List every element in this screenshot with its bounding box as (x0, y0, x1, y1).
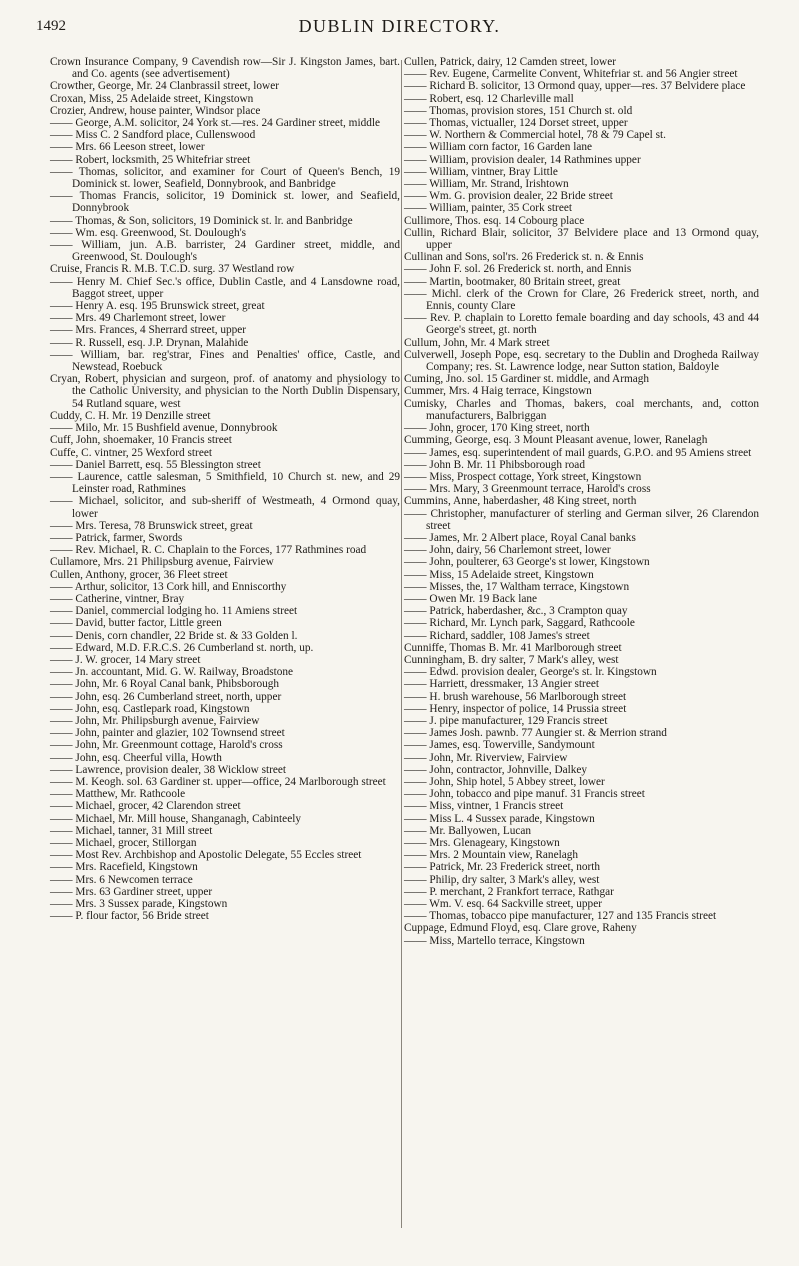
directory-entry: —— Mrs. Teresa, 78 Brunswick street, great (50, 519, 253, 532)
directory-entry: —— Michael, grocer, Stillorgan (50, 837, 197, 849)
directory-entry: —— James, esq. superintendent of mail guards, G.P.O. and 95 Amiens street (404, 446, 752, 459)
directory-entry: —— Daniel, commercial lodging ho. 11 Amiens street (50, 605, 298, 618)
directory-entry: —— Patrick, farmer, Swords (50, 531, 183, 544)
directory-entry: —— Martin, bootmaker, 80 Britain street, great (404, 275, 621, 288)
directory-entry: —— Mrs. Racefield, Kingstown (50, 861, 198, 874)
directory-entry: —— P. flour factor, 56 Bride street (50, 910, 209, 923)
directory-entry: Cullum, John, Mr. 4 Mark street (404, 336, 550, 349)
directory-entry: Cuppage, Edmund Floyd, esq. Clare grove, Raheny (404, 922, 637, 935)
directory-entry: —— John B. Mr. 11 Phibsborough road (404, 458, 585, 471)
directory-entry: Cuff, John, shoemaker, 10 Francis street (50, 434, 232, 447)
directory-entry: Culverwell, Joseph Pope, esq. secretary to the Dublin and Drogheda Railway Company; res. St. Lawrence lodge, near Sutton station, Baldoyle (404, 348, 759, 374)
directory-entry: —— Mrs. 63 Gardiner street, upper (50, 885, 213, 898)
directory-entry: Cuddy, C. H. Mr. 19 Denzille street (50, 409, 211, 422)
directory-entry: —— John, Mr. Philipsburgh avenue, Fairview (50, 714, 260, 727)
directory-entry: —— John, grocer, 170 King street, north (404, 422, 590, 435)
directory-entry: —— Arthur, solicitor, 13 Cork hill, and Enniscorthy (50, 580, 287, 593)
directory-entry: —— Rev. P. chaplain to Loretto female boarding and day schools, 43 and 44 George's street, gt. north (404, 312, 759, 337)
directory-entry: —— Christopher, manufacturer of sterling and German silver, 26 Clarendon street (404, 507, 759, 532)
directory-entry: Cryan, Robert, physician and surgeon, prof. of anatomy and physiology to the Catholic University, and physician to the North Dublin Dispensary, 54 Rutland square, west (50, 373, 400, 410)
directory-entry: —— Harriett, dressmaker, 13 Angier street (404, 678, 599, 691)
directory-entry: —— Michael, Mr. Mill house, Shanganagh, Cabinteely (50, 812, 302, 825)
directory-entry: —— John, esq. Castlepark road, Kingstown (50, 702, 250, 715)
directory-entry: Cummins, Anne, haberdasher, 48 King street, north (404, 495, 637, 508)
directory-entry: —— John F. sol. 26 Frederick st. north, and Ennis (404, 263, 632, 276)
directory-entry: —— H. brush warehouse, 56 Marlborough street (404, 690, 627, 703)
directory-entry: —— George, A.M. solicitor, 24 York st.—res. 24 Gardiner street, middle (50, 117, 381, 130)
page-header (0, 0, 799, 44)
directory-entry: —— Rev. Eugene, Carmelite Convent, Whitefriar st. and 56 Angier street (404, 68, 738, 81)
directory-entry: —— Thomas, & Son, solicitors, 19 Dominick st. lr. and Banbridge (50, 214, 353, 227)
directory-entry: —— Richard, Mr. Lynch park, Saggard, Rathcoole (404, 617, 635, 630)
directory-entry: —— Miss, Martello terrace, Kingstown (404, 934, 585, 947)
directory-entry: —— Thomas, provision stores, 151 Church st. old (404, 104, 633, 117)
directory-entry: —— William, vintner, Bray Little (404, 165, 558, 178)
directory-entry: —— James, Mr. 2 Albert place, Royal Canal banks (404, 531, 636, 544)
directory-entry: —— Patrick, haberdasher, &c., 3 Crampton quay (404, 605, 628, 618)
directory-entry: —— Milo, Mr. 15 Bushfield avenue, Donnybrook (50, 422, 278, 435)
directory-entry: Crozier, Andrew, house painter, Windsor place (50, 104, 261, 117)
directory-entry: —— John, Mr. Greenmount cottage, Harold's cross (50, 739, 283, 752)
directory-entry: —— Michl. clerk of the Crown for Clare, 26 Frederick street, north, and Ennis, county Clare (404, 287, 759, 313)
page-title: DUBLIN DIRECTORY. (298, 16, 501, 36)
directory-entry: —— William corn factor, 16 Garden lane (404, 141, 593, 154)
directory-entry: Crown Insurance Company, 9 Cavendish row—Sir J. Kingston James, bart. and Co. agents (see advertisement) (50, 56, 400, 81)
directory-entry: —— Miss L. 4 Sussex parade, Kingstown (404, 812, 595, 825)
directory-entry: —— John, tobacco and pipe manuf. 31 Francis street (404, 788, 645, 801)
directory-entry: —— P. merchant, 2 Frankfort terrace, Rathgar (404, 885, 614, 898)
directory-entry: Cullin, Richard Blair, solicitor, 37 Belvidere place and 13 Ormond quay, upper (404, 226, 759, 252)
directory-entry: —— William, bar. reg'strar, Fines and Penalties' office, Castle, and Newstead, Roebuck (50, 348, 400, 374)
directory-entry: —— Mrs. 49 Charlemont street, lower (50, 312, 226, 325)
directory-entry: —— Denis, corn chandler, 22 Bride st. & 33 Golden l. (50, 629, 298, 642)
directory-entry: —— Michael, tanner, 31 Mill street (50, 824, 213, 837)
directory-entry: —— Mrs. Mary, 3 Greenmount terrace, Harold's cross (404, 483, 651, 496)
directory-entry: Cullimore, Thos. esq. 14 Cobourg place (404, 214, 585, 227)
directory-entry: Cullen, Patrick, dairy, 12 Camden street, lower (404, 56, 616, 68)
directory-entry: —— M. Keogh. sol. 63 Gardiner st. upper—office, 24 Marlborough street (50, 775, 386, 788)
directory-entry: —— Wm. G. provision dealer, 22 Bride street (404, 190, 613, 203)
directory-entry: —— Mr. Ballyowen, Lucan (404, 824, 532, 837)
directory-entry: —— Michael, solicitor, and sub-sheriff of Westmeath, 4 Ormond quay, lower (50, 495, 400, 520)
directory-entry: —— Daniel Barrett, esq. 55 Blessington street (50, 458, 261, 471)
directory-entry: Cullamore, Mrs. 21 Philipsburg avenue, Fairview (50, 556, 274, 569)
directory-entry: —— Philip, dry salter, 3 Mark's alley, west (404, 873, 600, 886)
directory-entry: —— William, Mr. Strand, Irishtown (404, 178, 569, 191)
directory-entry: —— Edward, M.D. F.R.C.S. 26 Cumberland st. north, up. (50, 641, 314, 654)
directory-entry: Cumming, George, esq. 3 Mount Pleasant avenue, lower, Ranelagh (404, 434, 708, 447)
directory-entry: —— Miss, Prospect cottage, York street, Kingstown (404, 470, 642, 483)
directory-entry: —— Robert, locksmith, 25 Whitefriar street (50, 153, 251, 166)
directory-entry: —— J. pipe manufacturer, 129 Francis street (404, 714, 608, 727)
directory-entry: —— Patrick, Mr. 23 Frederick street, north (404, 861, 601, 874)
directory-entry: —— John, esq. 26 Cumberland street, north, upper (50, 690, 282, 703)
directory-entry: Croxan, Miss, 25 Adelaide street, Kingstown (50, 92, 254, 105)
directory-entry: Cunniffe, Thomas B. Mr. 41 Marlborough street (404, 641, 622, 654)
directory-entry: —— John, poulterer, 63 George's st lower, Kingstown (404, 556, 650, 569)
directory-entry: —— Mrs. 2 Mountain view, Ranelagh (404, 849, 579, 862)
directory-entry: —— John, dairy, 56 Charlemont street, lower (404, 544, 611, 557)
directory-entry: —— Thomas, tobacco pipe manufacturer, 127 and 135 Francis street (404, 910, 717, 923)
directory-entry: —— Mrs. 66 Leeson street, lower (50, 141, 205, 154)
directory-entry: —— J. W. grocer, 14 Mary street (50, 653, 201, 666)
directory-entry: —— James, esq. Towerville, Sandymount (404, 739, 595, 752)
directory-entry: —— Mrs. Glenageary, Kingstown (404, 837, 560, 849)
directory-entry: —— William, jun. A.B. barrister, 24 Gardiner street, middle, and Greenwood, St. Doulough's (50, 239, 400, 264)
directory-entry: —— Thomas, solicitor, and examiner for Court of Queen's Bench, 19 Dominick st. lower, Seafield, Donnybrook, and Banbridge (50, 165, 400, 191)
directory-entry: —— Jn. accountant, Mid. G. W. Railway, Broadstone (50, 666, 294, 679)
directory-entry: Cummer, Mrs. 4 Haig terrace, Kingstown (404, 385, 592, 398)
directory-entry: —— David, butter factor, Little green (50, 617, 222, 630)
directory-entry: —— Miss C. 2 Sandford place, Cullenswood (50, 129, 256, 142)
directory-entry: —— William, provision dealer, 14 Rathmines upper (404, 153, 641, 166)
directory-entry: —— Miss, vintner, 1 Francis street (404, 800, 564, 813)
directory-entry: —— Mrs. 6 Newcomen terrace (50, 873, 193, 886)
directory-entry: —— Owen Mr. 19 Back lane (404, 592, 538, 605)
directory-entry: Cullen, Anthony, grocer, 36 Fleet street (50, 568, 228, 581)
right-column (404, 56, 759, 947)
directory-entry: —— Edwd. provision dealer, George's st. lr. Kingstown (404, 666, 657, 679)
directory-entry: —— Rev. Michael, R. C. Chaplain to the Forces, 177 Rathmines road (50, 544, 367, 557)
directory-entry: —— James Josh. pawnb. 77 Aungier st. & Merrion strand (404, 727, 667, 740)
directory-entry: —— Robert, esq. 12 Charleville mall (404, 92, 574, 105)
directory-entry: —— William, painter, 35 Cork street (404, 202, 572, 215)
directory-entry: —— Henry M. Chief Sec.'s office, Dublin Castle, and 4 Lansdowne road, Baggot street, upper (50, 275, 400, 300)
directory-entry: Cumisky, Charles and Thomas, bakers, coal merchants, and, cotton manufacturers, Balbriggan (404, 397, 759, 422)
page-number: 1492 (36, 18, 66, 34)
directory-entry: —— John, Ship hotel, 5 Abbey street, lower (404, 775, 605, 788)
directory-entry: —— John, Mr. 6 Royal Canal bank, Phibsborough (50, 678, 280, 691)
directory-entry: —— John, esq. Cheerful villa, Howth (50, 751, 222, 764)
column-divider (401, 60, 402, 1228)
directory-entry: —— R. Russell, esq. J.P. Drynan, Malahide (50, 336, 249, 349)
directory-entry: —— John, painter and glazier, 102 Townsend street (50, 727, 285, 740)
directory-entry: Cruise, Francis R. M.B. T.C.D. surg. 37 Westland row (50, 263, 295, 276)
directory-entry: —— Most Rev. Archbishop and Apostolic Delegate, 55 Eccles street (50, 849, 362, 862)
directory-entry: —— Mrs. 3 Sussex parade, Kingstown (50, 898, 228, 911)
directory-entry: —— Thomas, victualler, 124 Dorset street, upper (404, 117, 628, 130)
directory-entry: Cuffe, C. vintner, 25 Wexford street (50, 446, 212, 459)
directory-entry: Cunningham, B. dry salter, 7 Mark's alley, west (404, 653, 619, 666)
directory-entry: —— Thomas Francis, solicitor, 19 Dominick st. lower, and Seafield, Donnybrook (50, 190, 400, 215)
directory-entry: —— Wm. V. esq. 64 Sackville street, upper (404, 898, 602, 911)
directory-entry: —— Miss, 15 Adelaide street, Kingstown (404, 568, 594, 581)
directory-entry: —— Richard, saddler, 108 James's street (404, 629, 590, 642)
directory-entry: —— John, contractor, Johnville, Dalkey (404, 763, 588, 776)
directory-entry: —— Michael, grocer, 42 Clarendon street (50, 800, 241, 813)
directory-entry: Cullinan and Sons, sol'rs. 26 Frederick st. n. & Ennis (404, 251, 644, 264)
directory-entry: —— Laurence, cattle salesman, 5 Smithfield, 10 Church st. new, and 29 Leinster road, Rathmines (50, 470, 400, 496)
directory-entry: —— John, Mr. Riverview, Fairview (404, 751, 568, 764)
directory-entry: —— Henry, inspector of police, 14 Prussia street (404, 702, 627, 715)
directory-entry: —— Matthew, Mr. Rathcoole (50, 788, 186, 801)
directory-entry: Cuming, Jno. sol. 15 Gardiner st. middle, and Armagh (404, 373, 650, 386)
directory-entry: —— Catherine, vintner, Bray (50, 592, 185, 605)
directory-entry: —— Lawrence, provision dealer, 38 Wicklow street (50, 763, 287, 776)
directory-entry: —— Richard B. solicitor, 13 Ormond quay, upper—res. 37 Belvidere place (404, 80, 746, 93)
directory-entry: —— Wm. esq. Greenwood, St. Doulough's (50, 226, 247, 239)
left-column (50, 56, 400, 922)
directory-entry: —— Misses, the, 17 Waltham terrace, Kingstown (404, 580, 630, 593)
directory-entry: —— W. Northern & Commercial hotel, 78 & 79 Capel st. (404, 129, 666, 142)
directory-entry: —— Henry A. esq. 195 Brunswick street, great (50, 300, 265, 313)
directory-entry: —— Mrs. Frances, 4 Sherrard street, upper (50, 324, 247, 337)
directory-entry: Crowther, George, Mr. 24 Clanbrassil street, lower (50, 80, 279, 93)
